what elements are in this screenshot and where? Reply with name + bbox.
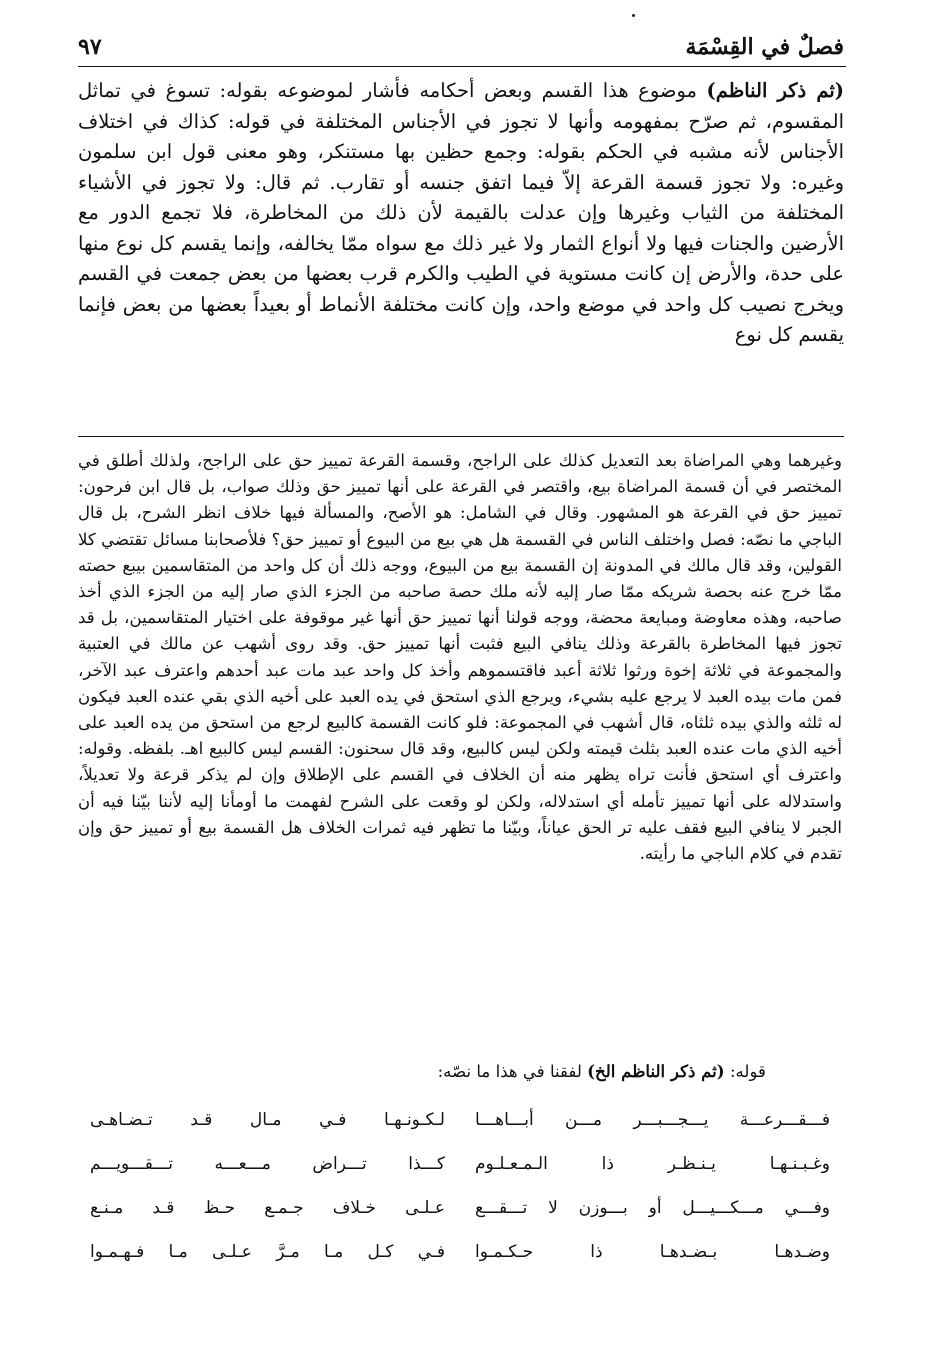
- stray-mark: [632, 14, 635, 17]
- comment-lead: (ثم ذكر الناظم الخ): [587, 1061, 725, 1081]
- comment-intro: [80, 1058, 766, 1085]
- poem-verse: [90, 1098, 830, 1142]
- comment-text: لفقنا في هذا ما نصّه:: [437, 1062, 582, 1081]
- verse-first-half: وفـــي مـــكـــيـــل أو بـــوزن لا تـــقـــع: [475, 1198, 830, 1218]
- poem-verse: [90, 1230, 830, 1274]
- verse-first-half: فـــقـــرعـــة يـــجـــبـــر مـــن أبـــاهـــا: [475, 1110, 830, 1130]
- main-lead: (ثم ذكر الناظم): [706, 79, 844, 102]
- verse-second-half: عـلـى خـلاف جـمـع حـظ قـد مـنـع: [90, 1198, 445, 1218]
- verse-second-half: لـكـونـهـا فـي مـال قـد تـضـاهـى: [90, 1110, 445, 1130]
- footnote-divider: [78, 436, 844, 437]
- poem-verse: [90, 1142, 830, 1186]
- main-body: موضوع هذا القسم وبعض أحكامه فأشار لموضوعه بقوله: تسوغ في تماثل المقسوم، ثم صرّح بمفهومه وأنها لا تجوز في الأجناس المختلفة في قوله: كذاك في اختلاف الأجناس لأنه مشبه في الحكم بقوله: وجمع حظين بها مستنكر، وهو معنى قول ابن سلمون وغيره: ولا تجوز قسمة القرعة إلاّ فيما اتفق جنسه أو تقارب. ثم قال: ولا تجوز في الأشياء المختلفة من الثياب وغيرها وإن عدلت بالقيمة لأن ذلك من المخاطرة، فلا تجمع الدور مع الأرضين والجنات فيها ولا أنواع الثمار ولا غير ذلك مع سواه ممّا يخالفه، وإنما يقسم كل نوع منها على حدة، والأرض إن كانت مستوية في الطيب والكرم قرب بعضها من بعض جمعت في القسم ويخرج نصيب كل واحد في موضع واحد، وإن كانت مختلفة الأنماط أو بعيداً بعضها من بعض فإنما يقسم كل نوع: [78, 79, 844, 346]
- footnote: [78, 448, 842, 867]
- poem-verse: [90, 1186, 830, 1230]
- footnote-text: وغيرهما وهي المراضاة بعد التعديل كذلك على الراجح، وقسمة القرعة تمييز حق على الراجح، ولذلك أطلق في المختصر في أن قسمة المراضاة بيع، واقتصر في القرعة على أنها تمييز حق وذلك صواب، بل قال ابن فرحون: تمييز حق في القرعة هو المشهور. وقال في الشامل: هو الأصح، والمسألة فيها خلاف انظر الشرح، بل قال الباجي ما نصّه: فصل واختلف الناس في القسمة هل هي بيع من البيوع أو تمييز حق؟ فلأصحابنا مسائل تقتضي كلا القولين، وقد قال مالك في المدونة إن القسمة بيع من البيوع، ووجه ذلك أن كل واحد من المتقاسمين بيبع حصته ممّا خرج عنه بحصة شريكه ممّا صار إليه لأنه ملك حصة صاحبه من الجزء الذي صار إليه من الجزء الذي أخذ صاحبه، وهذه معاوضة ومبايعة محضة، ووجه قولنا أنها تمييز حق أنها غير موقوفة على اختيار المتقاسمين، بل قد تجوز فيها المخاطرة بالقرعة وذلك ينافي البيع فثبت أنها تمييز حق. وقد روى أشهب عن مالك في العتبية والمجموعة في ثلاثة إخوة ورثوا ثلاثة أعبد فاقتسموهم وأخذ كل واحد عبد مات عبد أحدهم واعترف عبد الآخر، فمن مات بيده العبد لا يرجع عليه بشيء، ويرجع الذي استحق في يده العبد على أخيه الذي بقي عنده العبد فيكون له ثلثه والذي بيده ثلثاه، قال أشهب في المجموعة: فلو كانت القسمة كالبيع لرجع من استحق من يده العبد على أخيه الذي مات عنده العبد بثلث قيمته ولكن ليس كالبيع، وقد قال سحنون: القسم ليس كالبيع اهـ. بلفظه. وقوله: واعترف أي استحق فأنت تراه يظهر منه أن الخلاف في القسم على الإطلاق وإن لم يذكر قرعة ولا تعديلاً، واستدلاله على أنها تمييز تأمله أي استدلاله، ولكن لو وقعت على الشرح لفهمت ما أومأنا إليه لأننا بيّنا فيه أن الجبر لا ينافي البيع فقف عليه تر الحق عياناً، وبيّنا ما تظهر فيه ثمرات الخلاف هل القسمة بيع أو تمييز حق وإن تقدم في كلام الباجي ما رأيته.: [78, 451, 842, 864]
- page-number: ٩٧: [78, 34, 102, 60]
- chapter-title: فصلٌ في القِسْمَة: [685, 34, 844, 60]
- comment-prefix: قوله:: [729, 1062, 766, 1081]
- page-header: [78, 30, 844, 64]
- verse-second-half: كـــذا تـــراض مـــعـــه تـــقـــويـــم: [90, 1154, 445, 1174]
- verse-first-half: وضـدهـا بـضـدهـا ذا حـكـمـوا: [475, 1242, 830, 1262]
- header-divider: [78, 66, 846, 67]
- poem: [90, 1098, 830, 1274]
- verse-first-half: وغـبـنـهـا يـنـظـر ذا الـمـعـلـوم: [475, 1154, 830, 1174]
- main-text: [78, 76, 844, 351]
- verse-second-half: فـي كـل مـا مـرَّ عـلـى مـا فـهـمـوا: [90, 1242, 445, 1262]
- main-paragraph: [78, 76, 844, 351]
